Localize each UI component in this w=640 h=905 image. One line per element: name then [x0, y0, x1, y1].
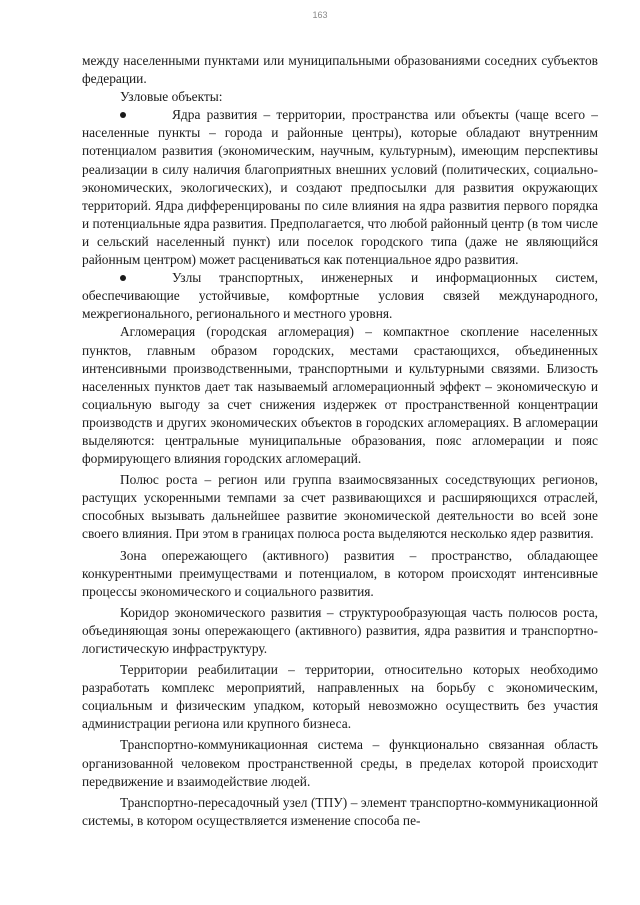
- paragraph-agglomeration: Агломерация (городская агломерация) – компактное скопление населенных пунктов, главным образом городских, местами срастающихся, объединенных интенсивными производственными, транспортными и культурными связями. Близость населенных пунктов дает так называемый агломерационный эффект – экономическую и социальную выгоду за счет снижения издержек от пространственной концентрации производств и других экономических объектов в городских агломерациях. В агломерации выделяются: центральные муниципальные образования, пояс агломерации и пояс формирующего влияния городских агломераций.: [82, 324, 598, 467]
- paragraph-nodal-objects-heading: Узловые объекты:: [120, 89, 223, 105]
- bullet-item-development-cores: [82, 106, 598, 269]
- bullet-text: Ядра развития – территории, пространства или объекты (чаще всего – населенные пункты – города и районные центры), которые обладают внутренним потенциалом развития (экономическим, научным, культурным), имеющим перспективы реализации в силу наличия благоприятных внешних условий (политических, социально-экономических, экологических), и создают предпосылки для развития окружающих территорий. Ядра дифференцированы по силе влияния на ядра развития первого порядка и потенциальные ядра развития. Предполагается, что любой районный центр (в том числе и сельский населенный пункт) или поселок городского типа (даже не являющийся районным центром) может расцениваться как потенциальное ядро развития.: [82, 107, 598, 268]
- body-text: [82, 52, 598, 830]
- paragraph-growth-pole: Полюс роста – регион или группа взаимосвязанных соседствующих регионов, растущих ускоренными темпами за счет развивающихся и расширяющихся отраслей, способных вызывать дальнейшее развитие экономической деятельности во всей зоне своего влияния. При этом в границах полюса роста выделяются несколько ядер развития.: [82, 472, 598, 542]
- bullet-icon: [120, 106, 172, 124]
- paragraph-advanced-development-zone: Зона опережающего (активного) развития – пространство, обладающее конкурентными преимуществами и потенциалом, в котором происходят интенсивные процессы экономического и социального развития.: [82, 547, 598, 599]
- bullet-icon: [120, 269, 172, 287]
- paragraph-transport-system: Транспортно-коммуникационная система – функционально связанная область организованной человеком пространственной среды, в пределах которой происходит передвижение и взаимодействие людей.: [82, 737, 598, 789]
- paragraph-economic-corridor: Коридор экономического развития – структурообразующая часть полюсов роста, объединяющая зоны опережающего (активного) развития, ядра развития и транспортно-логистическую инфраструктуру.: [82, 604, 598, 656]
- page-number: 163: [312, 10, 328, 20]
- paragraph-rehabilitation-territories: Территории реабилитации – территории, относительно которых необходимо разработать комплекс мероприятий, направленных на борьбу с экономическим, социальным и физическим упадком, который невозможно осуществить без участия администрации региона или крупного бизнеса.: [82, 662, 598, 732]
- bullet-item-transport-nodes: [82, 269, 598, 323]
- bullet-text: Узлы транспортных, инженерных и информационных систем, обеспечивающие устойчивые, комфортные условия связей международного, межрегионального, регионального и местного уровня.: [82, 270, 598, 322]
- paragraph-continuation: между населенными пунктами или муниципальными образованиями соседних субъектов федерации.: [82, 53, 598, 87]
- paragraph-transport-hub: Транспортно-пересадочный узел (ТПУ) – элемент транспортно-коммуникационной системы, в котором осуществляется изменение способа пе-: [82, 794, 598, 828]
